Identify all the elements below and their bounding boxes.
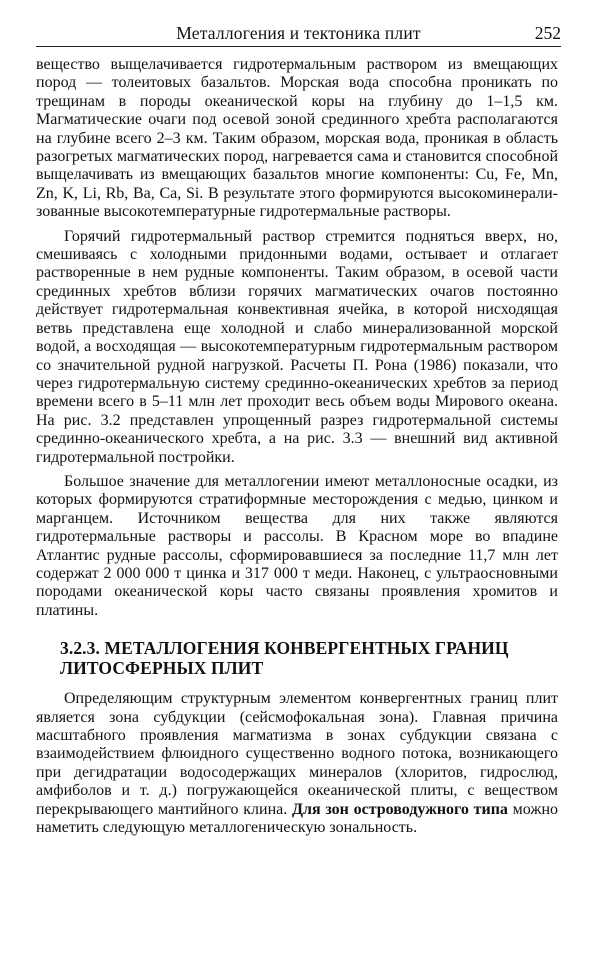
section-heading: [60, 638, 558, 678]
page-body: [36, 56, 558, 843]
section-heading-line-1: 3.2.3. МЕТАЛЛОГЕНИЯ КОНВЕРГЕНТНЫХ ГРАНИЦ: [60, 638, 509, 659]
page-number: 252: [534, 23, 561, 43]
paragraph-1: вещество выщелачивается гидротермальным раствором из вмещающих пород — толеитовых базальтов. Морская вода способна проникать по трещинам в породы океанической коры на глубину до 1–1,5 км. Магматические очаги под осевой зоной срединного хребта располагаются на глубине всего 2–3 км. Таким образом, морская вода, проникая в область разогретых магматических пород, нагревается сама и становится способной выщелачивать из вмещающих базальтов многие компоненты: Cu, Fe, Mn, Zn, K, Li, Rb, Ba, Ca, Si. В результате этого формируются высокоминерализованные высокотемпературные гидротермальные растворы.: [36, 56, 558, 221]
paragraph-4: [36, 690, 558, 837]
paragraph-3: Большое значение для металлогении имеют металлоносные осадки, из которых формируются стратиформные месторождения с медью, цинком и марганцем. Источником вещества для них также являются гидротермальные растворы и рассолы. В Красном море во впадине Атлантис рудные рассолы, сформировавшиеся за последние 11,7 млн лет содержат 2 000 000 т цинка и 317 000 т меди. Наконец, с ультраосновными породами океанической коры часто связаны проявления хромитов и платины.: [36, 472, 558, 619]
paragraph-4-end: можно наметить следующую металлогеническую зональность.: [36, 800, 559, 837]
paragraph-4-bold-term: Для зон островодужного типа: [291, 800, 508, 818]
paragraph-4-start: Определяющим структурным элементом конвергентных границ плит является зона субдукции (сейсмофокальная зона). Главная причина масштабного проявления магматизма в зонах субдукции связана с взаимодействием флюидного существенно водного потока, возникающего при дегидратации водосодержащих минералов (хлоритов, гидрослюд, амфиболов и т. д.) погружающейся океанической плиты, с веществом перекрывающего мантийного клина.: [36, 690, 558, 818]
running-header: [36, 20, 561, 47]
running-title: Металлогения и тектоника плит: [176, 23, 421, 43]
paragraph-2: Горячий гидротермальный раствор стремится подняться вверх, но, смешиваясь с холодными придонными водами, остывает и отлагает растворенные в нем рудные компоненты. Таким образом, в осевой части срединных хребтов вблизи горячих магматических очагов постоянно действует гидротермальная конвективная ячейка, в которой нисходящая ветвь представлена еще холодной и слабо минерализованной морской водой, а восходящая — высокотемпературным гидротермальным раствором со значительной рудной нагрузкой. Расчеты П. Рона (1986) показали, что через гидротермальную систему срединно-океанических хребтов за период времени всего в 5–11 млн лет проходит весь объем воды Мирового океана. На рис. 3.2 представлен упрощенный разрез гидротермальной системы срединно-океанического хребта, а на рис. 3.3 — внешний вид активной гидротермальной постройки.: [36, 227, 558, 466]
section-heading-line-2: ЛИТОСФЕРНЫХ ПЛИТ: [60, 658, 264, 679]
